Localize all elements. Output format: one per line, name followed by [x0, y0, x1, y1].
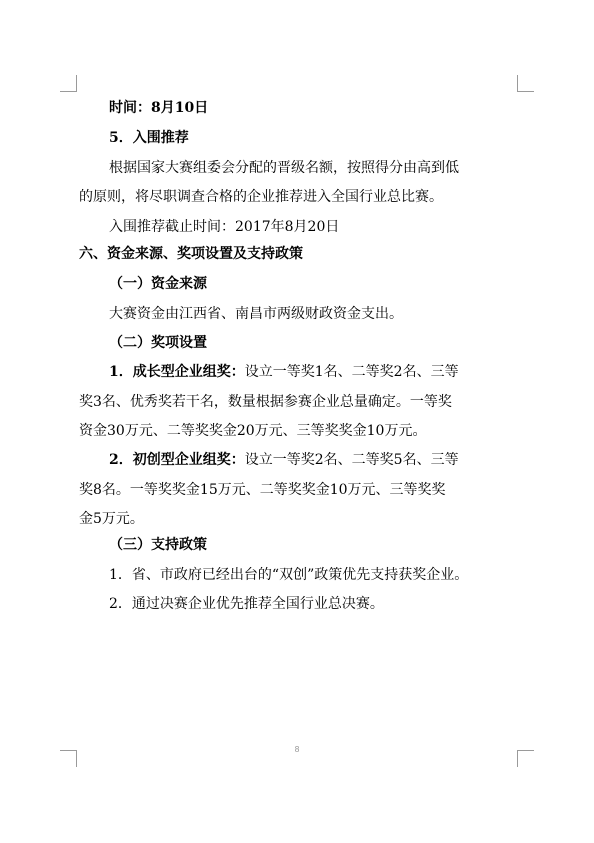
text-line — [109, 274, 207, 294]
body-text: 设立一等奖2名、二等奖5名、三等 — [244, 452, 459, 468]
body-text: 奖8名。一等奖奖金15万元、二等奖奖金10万元、三等奖奖 — [79, 482, 446, 498]
crop-mark-top-left-v — [76, 75, 77, 92]
crop-mark-top-left-h — [60, 91, 77, 92]
bold-text: 1．成长型企业组奖： — [109, 364, 245, 380]
text-line — [109, 98, 208, 118]
text-line — [109, 362, 459, 382]
text-line — [79, 187, 443, 207]
text-line — [79, 244, 303, 264]
bold-text: （三）支持政策 — [109, 537, 207, 553]
text-line — [109, 333, 207, 353]
bold-text: （二）奖项设置 — [109, 335, 207, 351]
text-line — [79, 509, 144, 529]
body-text: 1．省、市政府已经出台的“双创”政策优先支持获奖企业。 — [109, 567, 469, 583]
text-line — [109, 128, 189, 148]
text-line — [109, 304, 403, 324]
body-text: 设立一等奖1名、二等奖2名、三等 — [244, 364, 459, 380]
body-text: 奖3名、优秀奖若干名，数量根据参赛企业总量确定。一等奖 — [79, 394, 452, 410]
body-text: 金5万元。 — [79, 511, 144, 527]
bold-text: 六、资金来源、奖项设置及支持政策 — [79, 246, 303, 262]
body-text: 资金30万元、二等奖奖金20万元、三等奖奖金10万元。 — [79, 423, 427, 439]
text-line — [109, 565, 468, 585]
bold-text: （一）资金来源 — [109, 276, 207, 292]
bold-text: 时间：8月10日 — [109, 100, 209, 116]
crop-mark-top-right-h — [517, 91, 534, 92]
text-line — [79, 421, 426, 441]
text-line — [109, 158, 459, 178]
text-line — [109, 594, 384, 614]
bold-text: 5．入围推荐 — [109, 130, 189, 146]
crop-mark-top-right-v — [517, 75, 518, 92]
text-line — [79, 480, 446, 500]
bold-text: 2．初创型企业组奖： — [109, 452, 245, 468]
body-text: 的原则，将尽职调查合格的企业推荐进入全国行业总比赛。 — [79, 189, 443, 205]
text-line — [109, 217, 339, 237]
text-line — [79, 392, 452, 412]
body-text: 入围推荐截止时间：2017年8月20日 — [109, 219, 340, 235]
body-text: 根据国家大赛组委会分配的晋级名额，按照得分由高到低 — [109, 160, 459, 176]
page-number: 8 — [294, 745, 300, 754]
body-text: 大赛资金由江西省、南昌市两级财政资金支出。 — [109, 306, 403, 322]
text-line — [109, 535, 207, 555]
body-text: 2．通过决赛企业优先推荐全国行业总决赛。 — [109, 596, 384, 612]
text-line — [109, 450, 459, 470]
